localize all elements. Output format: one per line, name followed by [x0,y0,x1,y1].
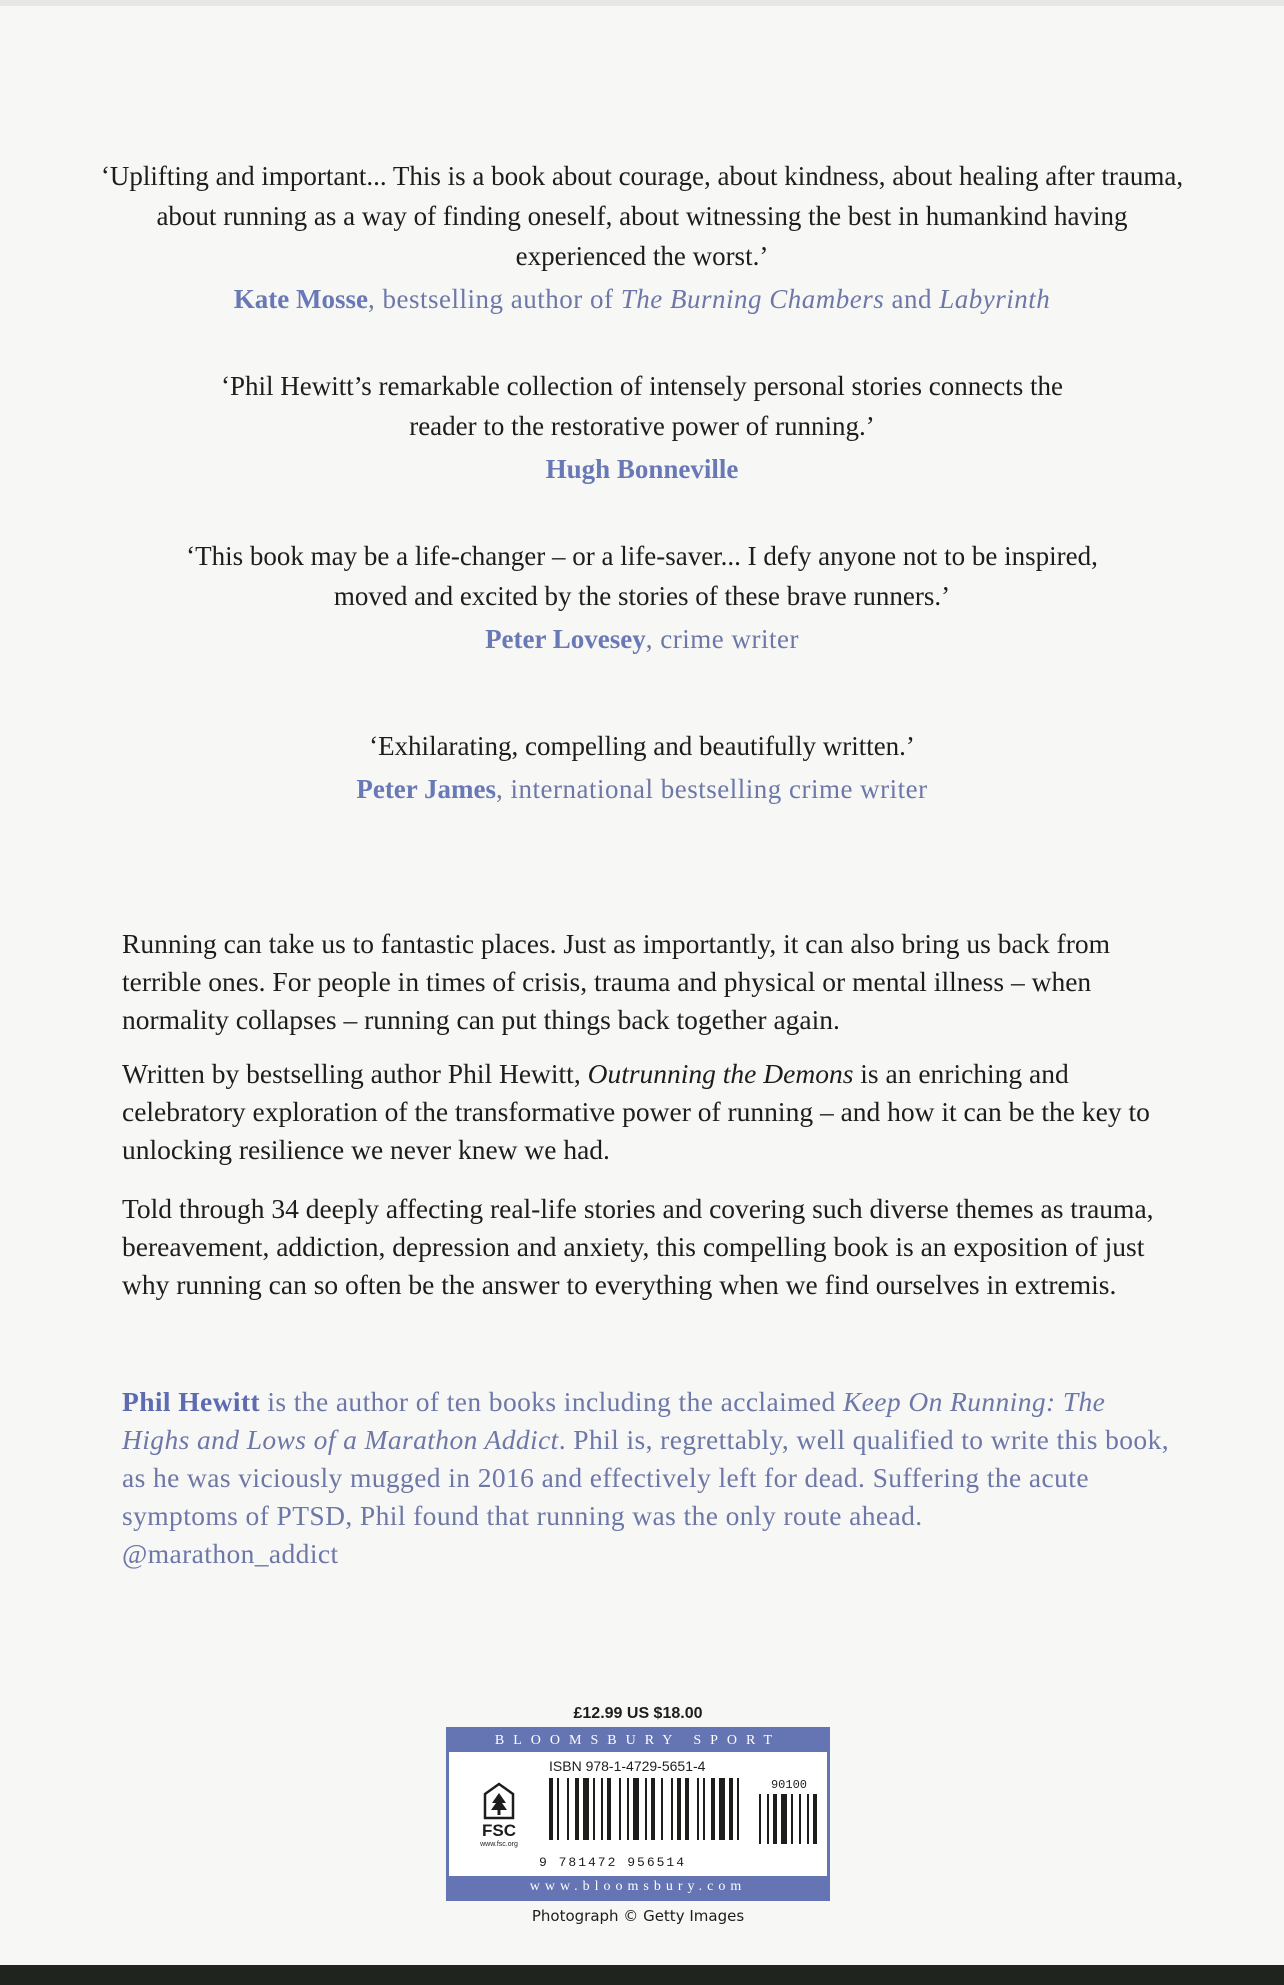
barcode-inner [449,1752,827,1876]
quote-kate-mosse [100,156,1184,320]
blurb-text: Running can take us to fantastic places. Just as importantly, it can also bring us back from terrible ones. For people in times of crisis, trauma and physical or mental illness – when normality collapses – running can put things back together again. [122,928,1110,1035]
quote-peter-lovesey [100,536,1184,660]
quote-peter-james [100,726,1184,810]
quote-text: ‘This book may be a life-changer – or a life-saver... I defy anyone not to be inspired, moved and excited by the stories of these brave runners.’ [186,541,1098,611]
bio-text [122,1383,1170,1573]
attribution-name: Hugh Bonneville [545,454,739,484]
quote-attribution [100,618,1184,660]
fsc-badge [459,1758,539,1870]
quote-attribution [100,768,1184,810]
barcode-icon [549,1778,819,1848]
isbn-text: ISBN 978-1-4729-5651-4 [549,1758,706,1774]
attribution-work-2: Labyrinth [939,284,1051,314]
top-edge [0,0,1284,6]
bottom-edge [0,1965,1284,1985]
quote-text: ‘Exhilarating, compelling and beautifully written.’ [369,731,915,761]
fsc-url: www.fsc.org [480,1840,518,1848]
website-band: www.bloomsbury.com [449,1876,827,1898]
attribution-name: Peter Lovesey [485,624,646,654]
author-bio [122,1383,1170,1573]
attribution-desc: , crime writer [645,624,799,654]
attribution-work-1: The Burning Chambers [620,284,885,314]
attribution-desc [368,284,1050,314]
book-title: Outrunning the Demons [587,1058,854,1089]
attribution-desc-a: , bestselling author of [367,284,621,314]
blurb-paragraph-2 [122,1055,1170,1169]
blurb-text-b: is an enriching and celebratory exploration of the transformative power of running – and how it can be the key to unlocking resilience we never knew we had. [122,1058,1150,1165]
attribution-name: Kate Mosse [233,284,368,314]
bio-book-title: Keep On Running: The Highs and Lows of a Marathon Addict [122,1386,1106,1455]
quote-hugh-bonneville [100,366,1184,490]
author-handle: @marathon_addict [122,1538,339,1569]
attribution-name: Peter James [356,774,497,804]
blurb-text: Told through 34 deeply affecting real-life stories and covering such diverse themes as trauma, bereavement, addiction, depression and anxiety, this compelling book is an exposition of just why running can so often be the answer to everything when we find ourselves in extremis. [122,1193,1154,1300]
bio-text-b: . Phil is, regrettably, well qualified to write this book, as he was viciously mugged in 2016 and effectively left for dead. Suffering the acute symptoms of PTSD, Phil found that running was the only route ahead. [122,1424,1169,1531]
quote-text: ‘Phil Hewitt’s remarkable collection of intensely personal stories connects the reader to the restorative power of running.’ [220,371,1063,441]
publisher-band: BLOOMSBURY SPORT [449,1730,827,1752]
quote-attribution [100,448,1184,490]
quote-attribution [100,278,1184,320]
blurb-paragraph-1 [122,925,1170,1039]
fsc-tree-icon [480,1781,518,1821]
attribution-desc-b: and [884,284,940,314]
price: £12.99 US $18.00 [573,1705,703,1722]
barcode-digits: 9 781472 956514 [539,1855,687,1870]
attribution-desc: , international bestselling crime writer [496,774,928,804]
blurb-text-a: Written by bestselling author Phil Hewitt, [122,1058,588,1089]
barcode-box [446,1727,830,1901]
bio-text-a: is the author of ten books including the acclaimed [260,1386,843,1417]
photo-credit: Photograph © Getty Images [531,1907,745,1925]
fsc-label: FSC [482,1820,516,1840]
blurb-paragraph-3 [122,1190,1170,1304]
barcode-panel [446,1705,830,1925]
barcode-area [539,1758,817,1870]
price-addon: 90100 [770,1778,807,1792]
author-name: Phil Hewitt [122,1386,261,1417]
quote-text: ‘Uplifting and important... This is a book about courage, about kindness, about healing after trauma, about running as a way of finding oneself, about witnessing the best in humankind having experienced the worst.’ [100,161,1184,271]
blurb-text [122,1055,1170,1169]
